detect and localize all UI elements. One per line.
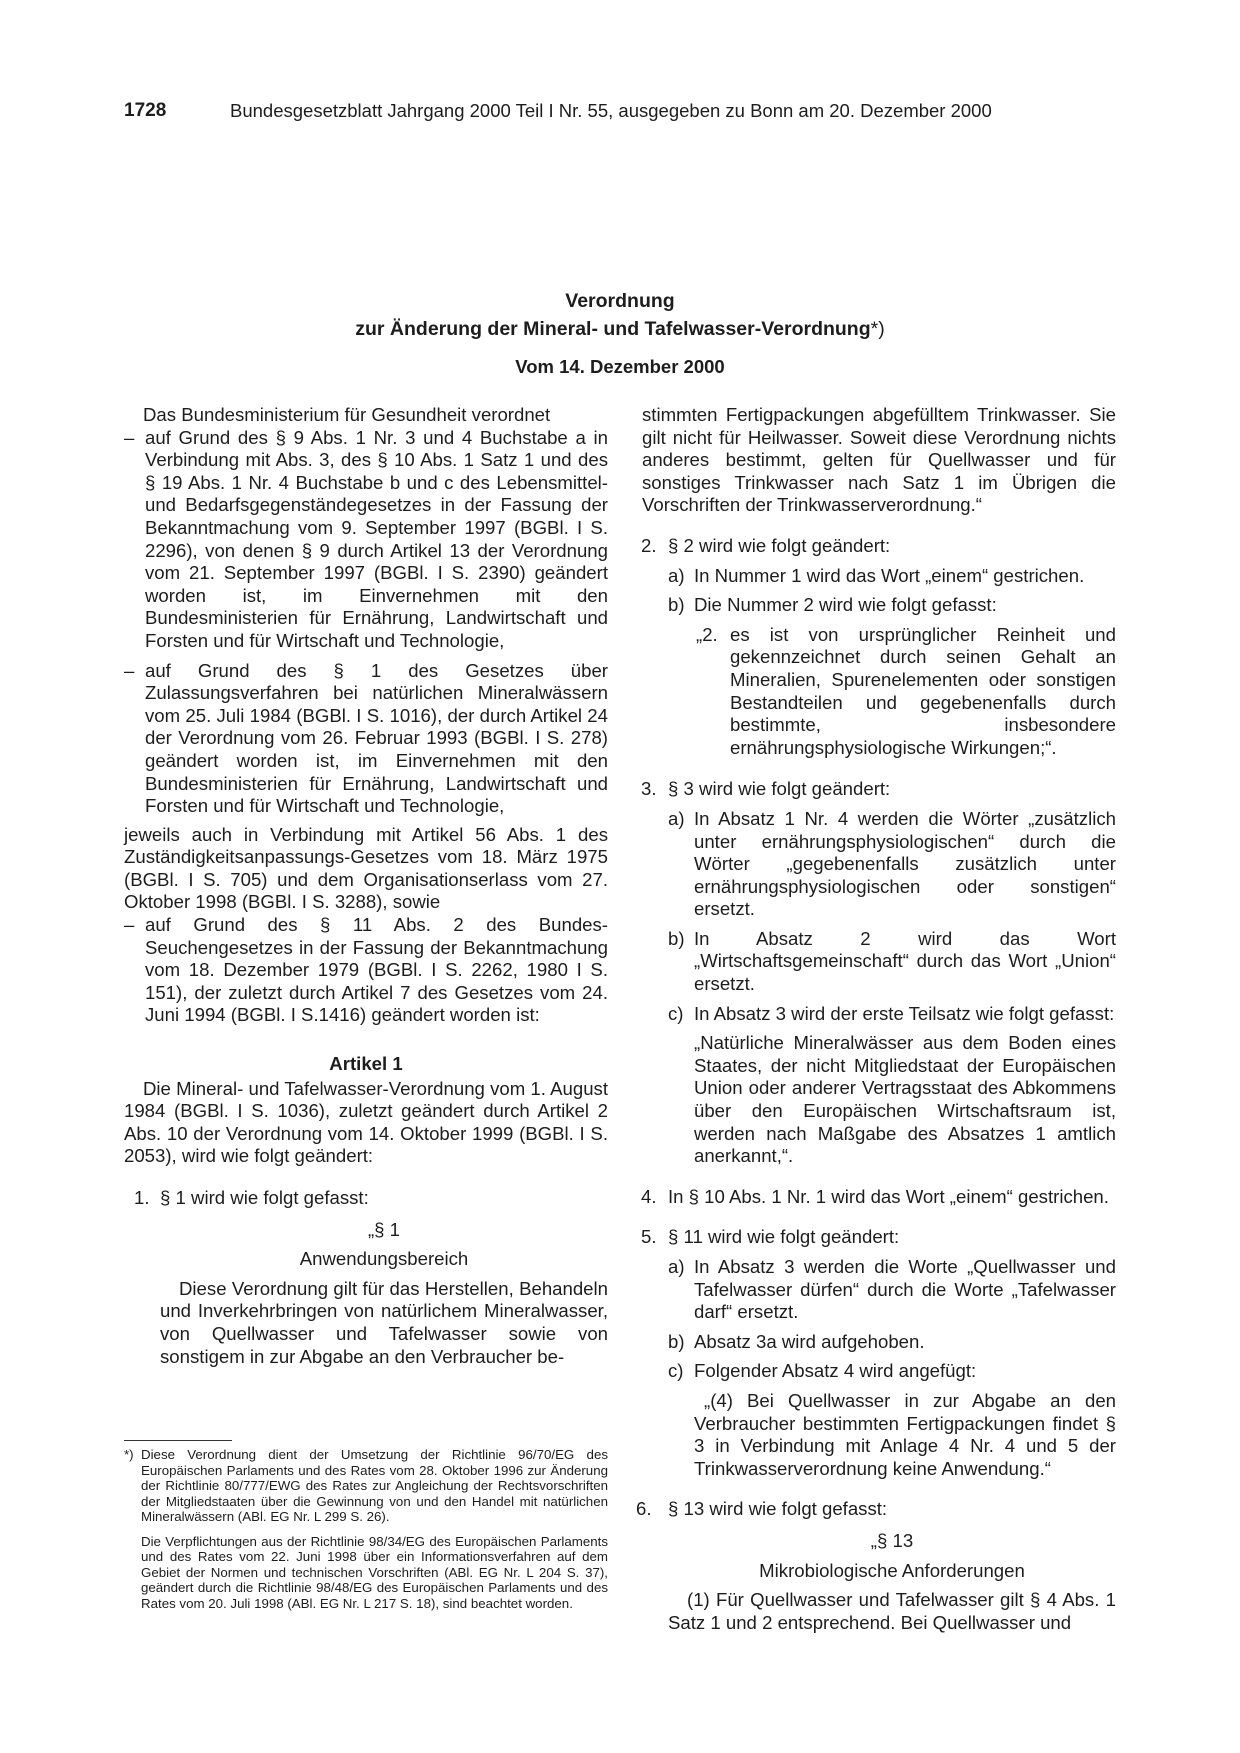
footnote-rule [124,1440,232,1441]
paragraph-1-text: Diese Verordnung gilt für das Herstellen, Behandeln und Inverkehrbringen von natürlichem Mineralwasser, von Quellwasser und Tafelwasser sowie von sonstigem in zur Abgabe an den Verbraucher be- [160,1277,608,1367]
page-number: 1728 [124,100,167,121]
item-5a-text: In Absatz 3 werden die Worte „Quellwasser und Tafelwasser dürfen“ durch die Worte „Tafelwasser darf“ ersetzt. [694,1256,1116,1323]
item-3a [628,808,1116,921]
item-2a-marker: a) [668,564,685,586]
item-2 [628,535,1116,558]
jeweils-paragraph: jeweils auch in Verbindung mit Artikel 56 Abs. 1 des Zuständigkeitsanpassungs-Gesetzes vom 18. März 1975 (BGBl. I S. 705) und dem Organisationserlass vom 27. Oktober 1998 (BGBl. I S. 3288), sowie [124,823,608,913]
right-column [628,404,1116,1634]
item-2b-text: Die Nummer 2 wird wie folgt gefasst: [694,594,997,616]
left-column [124,404,608,1368]
footnote-mark: *) [124,1447,134,1462]
item-2b-quote-marker: „2. [696,623,718,645]
footnote-1 [124,1447,608,1611]
item-3a-text: In Absatz 1 Nr. 4 werden die Wörter „zusätzlich unter ernährungsphysiologischen“ durch die Wörter „gegebenenfalls zusätzlich unter ernährungsphysiologischen oder sonstigen“ ersetzt. [694,807,1116,920]
item-5-number: 5. [641,1226,657,1248]
item-2b-quote-text: es ist von ursprünglicher Reinheit und gekennzeichnet durch seinen Gehalt an Mineralien, Spurenelementen oder sonstigen Bestandteilen und gegebenenfalls durch bestimmte, insbesondere ernährungsphysiologische Wirkungen;“. [730,623,1116,758]
item-2b [628,594,1116,617]
footnotes [124,1447,608,1611]
paragraph-13-text: (1) Für Quellwasser und Tafelwasser gilt § 4 Abs. 1 Satz 1 und 2 entsprechend. Bei Quellwasser und [668,1589,1116,1633]
footnote-1-text: Diese Verordnung dient der Umsetzung der Richtlinie 96/70/EG des Europäischen Parlaments und des Rates vom 28. Oktober 1996 zur Änderung der Richtlinie 80/777/EWG des Rates zur Angleichung der Rechtsvorschriften der Mitgliedstaaten über die Gewinnung von und den Handel mit natürlichen Mineralwässern (ABl. EG Nr. L 299 S. 26). [141,1447,608,1524]
dash-item-1-text: auf Grund des § 9 Abs. 1 Nr. 3 und 4 Buchstabe a in Verbindung mit Abs. 3, des § 10 Abs. 1 Satz 1 und des § 19 Abs. 1 Nr. 4 Buchstabe b und c des Lebensmittel- und Bedarfsgegenständegesetzes in der Fassung der Bekanntmachung vom 9. September 1997 (BGBl. I S. 2296), von denen § 9 durch Artikel 13 der Verordnung vom 21. September 1997 (BGBl. I S. 2390) geändert worden ist, im Einvernehmen mit den Bundesministerien für Ernährung, Landwirtschaft und Forsten und für Wirtschaft und Technologie, [145,426,608,651]
item-2-number: 2. [641,534,657,556]
dash-item-1: – auf Grund des § 9 Abs. 1 Nr. 3 und 4 Buchstabe a in Verbindung mit Abs. 3, des § 10 Abs. 1 Satz 1 und des § 19 Abs. 1 Nr. 4 Buchstabe b und c des Lebensmittel- und Bedarfsgegenständegesetzes in der Fassung der Bekanntmachung vom 9. September 1997 (BGBl. I S. 2296), von denen § 9 durch Artikel 13 der Verordnung vom 21. September 1997 (BGBl. I S. 2390) geändert worden ist, im Einvernehmen mit den Bundesministerien für Ernährung, Landwirtschaft und Forsten und für Wirtschaft und Technologie, [124,426,608,651]
item-4-number: 4. [641,1185,657,1207]
item-2b-quote [628,624,1116,760]
item-3-number: 3. [641,778,657,800]
item-3b-text: In Absatz 2 wird das Wort „Wirtschaftsgemeinschaft“ durch das Wort „Union“ ersetzt. [694,927,1116,995]
intro: Das Bundesministerium für Gesundheit verordnet [143,404,551,425]
item-5b-text: Absatz 3a wird aufgehoben. [694,1330,925,1352]
item-5 [628,1226,1116,1249]
artikel-text: Die Mineral- und Tafelwasser-Verordnung vom 1. August 1984 (BGBl. I S. 1036), zuletzt geändert durch Artikel 2 Abs. 10 der Verordnung vom 14. Oktober 1999 (BGBl. I S. 2053), wird wie folgt geändert: [124,1077,608,1167]
item-6-text: § 13 wird wie folgt gefasst: [668,1498,888,1520]
artikel-heading: Artikel 1 [329,1053,403,1075]
title-footnote-mark: *) [870,318,885,340]
item-1 [124,1187,608,1210]
item-4-text: In § 10 Abs. 1 Nr. 1 wird das Wort „einem“ gestrichen. [668,1185,1109,1207]
item-6-number: 6. [636,1498,652,1520]
item-2-text: § 2 wird wie folgt geändert: [668,534,891,556]
item-3-text: § 3 wird wie folgt geändert: [668,778,891,800]
item-5c-quote: „(4) Bei Quellwasser in zur Abgabe an den Verbraucher bestimmten Fertigpackungen findet § 3 in Verbindung mit Anlage 4 Nr. 4 und 5 der Trinkwasserverordnung keine Anwendung.“ [694,1389,1116,1479]
title-line-1: Verordnung [565,290,675,312]
item-2a [628,565,1116,588]
dash-item-3-text: auf Grund des § 11 Abs. 2 des Bundes-Seuchengesetzes in der Fassung der Bekanntmachung vom 18. Dezember 1979 (BGBl. I S. 2262, 1980 I S. 151), der zuletzt durch Artikel 7 des Gesetzes vom 24. Juni 1994 (BGBl. I S.1416) geändert worden ist: [145,914,608,1026]
item-5c-marker: c) [668,1360,684,1382]
title-line-2 [0,318,1240,341]
item-1-text: § 1 wird wie folgt gefasst: [160,1187,369,1208]
item-3b [628,928,1116,996]
item-5c [628,1360,1116,1383]
item-3 [628,778,1116,801]
dash-item-2-text: auf Grund des § 1 des Gesetzes über Zulassungsverfahren bei natürlichen Mineralwässern vom 25. Juli 1984 (BGBl. I S. 1016), der durch Artikel 24 der Verordnung vom 26. Februar 1993 (BGBl. I S. 278) geändert worden ist, im Einvernehmen mit den Bundesministerien für Ernährung, Landwirtschaft und Forsten und für Wirtschaft und Technologie, [145,659,608,817]
paragraph-1-continuation: stimmten Fertigpackungen abgefülltem Trinkwasser. Sie gilt nicht für Heilwasser. Soweit diese Verordnung nichts anderes bestimmt, gelten für Quellwasser und für sonstiges Trinkwasser nach Satz 1 im Übrigen die Vorschriften der Trinkwasserverordnung.“ [642,404,1116,516]
paragraph-13-heading: „§ 13 [870,1529,914,1551]
item-5-text: § 11 wird wie folgt geändert: [668,1226,900,1248]
title-line-2-text: zur Änderung der Mineral- und Tafelwasser-Verordnung [355,318,871,340]
item-1-number: 1. [134,1187,150,1208]
paragraph-1-heading: „§ 1 [367,1218,401,1240]
running-title: Bundesgesetzblatt Jahrgang 2000 Teil I Nr. 55, ausgegeben zu Bonn am 20. Dezember 2000 [230,100,992,121]
item-3c-quote: „Natürliche Mineralwässer aus dem Boden eines Staates, der nicht Mitgliedstaat der Europäischen Union oder anderer Vertragsstaat des Abkommens über den Europäischen Wirtschaftsraum ist, werden nach Maßgabe des Absatzes 1 amtlich anerkannt,“. [694,1032,1116,1167]
title-date: Vom 14. Dezember 2000 [515,356,725,377]
item-5a-marker: a) [668,1256,685,1277]
item-3b-marker: b) [668,927,685,949]
paragraph-13-title: Mikrobiologische Anforderungen [759,1559,1025,1581]
item-4 [628,1186,1116,1209]
item-3c-marker: c) [668,1002,684,1024]
dash-item-2: – auf Grund des § 1 des Gesetzes über Zulassungsverfahren bei natürlichen Mineralwässern vom 25. Juli 1984 (BGBl. I S. 1016), der durch Artikel 24 der Verordnung vom 26. Februar 1993 (BGBl. I S. 278) geändert worden ist, im Einvernehmen mit den Bundesministerien für Ernährung, Landwirtschaft und Forsten und für Wirtschaft und Technologie, [124,659,608,817]
item-5b-marker: b) [668,1330,685,1352]
item-5b [628,1331,1116,1354]
item-3a-marker: a) [668,807,685,829]
item-3c-text: In Absatz 3 wird der erste Teilsatz wie folgt gefasst: [694,1002,1115,1024]
dash-item-3: – auf Grund des § 11 Abs. 2 des Bundes-Seuchengesetzes in der Fassung der Bekanntmachung vom 18. Dezember 1979 (BGBl. I S. 2262, 1980 I S. 151), der zuletzt durch Artikel 7 des Gesetzes vom 24. Juni 1994 (BGBl. I S.1416) geändert worden ist: [124,914,608,1026]
item-5a [628,1256,1116,1324]
item-6 [628,1498,1116,1521]
item-5c-text: Folgender Absatz 4 wird angefügt: [694,1360,977,1382]
footnote-2-text: Die Verpflichtungen aus der Richtlinie 98/34/EG des Europäischen Parlaments und des Rates vom 22. Juni 1998 über ein Informationsverfahren auf dem Gebiet der Normen und technischen Vorschriften (ABl. EG Nr. L 204 S. 37), geändert durch die Richtlinie 98/48/EG des Europäischen Parlaments und des Rates vom 20. Juli 1998 (ABl. EG Nr. L 217 S. 18), sind beachtet worden. [141,1533,608,1611]
paragraph-1-title: Anwendungsbereich [299,1248,469,1270]
item-2a-text: In Nummer 1 wird das Wort „einem“ gestrichen. [694,564,1085,586]
item-3c [628,1003,1116,1026]
item-2b-marker: b) [668,594,685,616]
